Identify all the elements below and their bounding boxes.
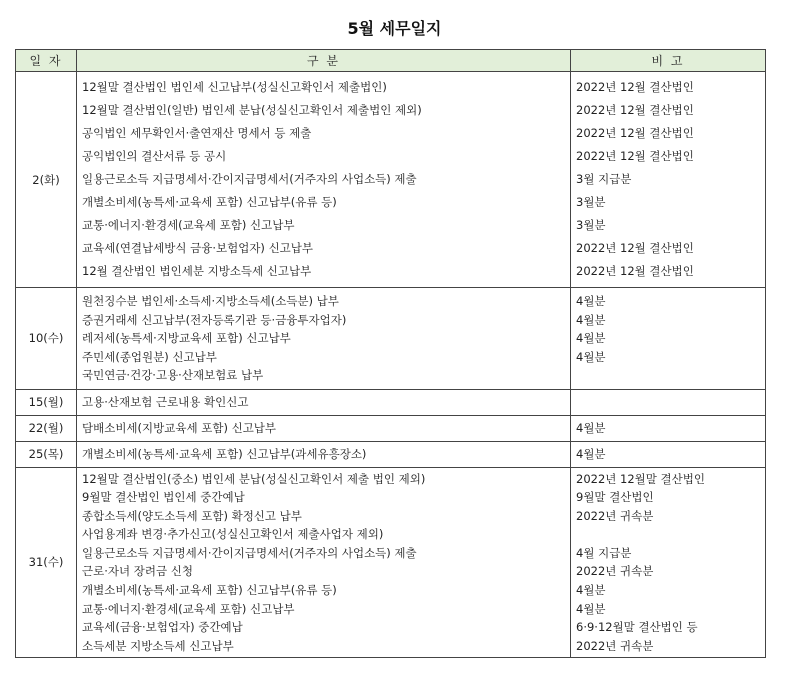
row-date: 10(수) <box>16 288 77 390</box>
note-item: 3월분 <box>576 218 606 232</box>
note-item: 3월 지급분 <box>576 172 632 186</box>
list-item: 개별소비세(농특세·교육세 포함) 신고납부(유류 등) <box>82 583 337 598</box>
list-item: 교육세(금융·보험업자) 중간예납 <box>82 620 243 635</box>
list-item: 교육세(연결납세방식 금융·보험업자) 신고납부 <box>82 241 314 255</box>
list-item: 공익법인 세무확인서·출연재산 명세서 등 제출 <box>82 126 312 140</box>
list-item: 주민세(종업원분) 신고납부 <box>82 349 217 364</box>
table-row <box>16 389 766 415</box>
note-item: 2022년 12월 결산법인 <box>576 149 694 163</box>
note-item: 4월 지급분 <box>576 545 632 560</box>
table-row <box>16 415 766 441</box>
list-item: 소득세분 지방소득세 신고납부 <box>82 638 234 653</box>
note-item: 4월분 <box>576 583 606 598</box>
note-item <box>576 525 765 544</box>
list-item: 9월말 결산법인 법인세 중간예납 <box>82 490 245 505</box>
list-item: 사업용계좌 변경·추가신고(성실신고확인서 제출사업자 제외) <box>82 527 384 542</box>
list-item: 12월말 결산법인(일반) 법인세 분납(성실신고확인서 제출법인 제외) <box>82 103 422 117</box>
list-item: 종합소득세(양도소득세 포함) 확정신고 납부 <box>82 508 302 523</box>
note-item: 2022년 귀속분 <box>576 564 654 579</box>
note-item: 4월분 <box>576 447 606 461</box>
row-date: 2(화) <box>16 72 77 288</box>
list-item: 일용근로소득 지급명세서·간이지급명세서(거주자의 사업소득) 제출 <box>82 172 417 186</box>
list-item: 개별소비세(농특세·교육세 포함) 신고납부(유류 등) <box>82 195 337 209</box>
note-item <box>576 366 765 385</box>
note-item: 4월분 <box>576 294 606 308</box>
list-item: 12월말 결산법인 법인세 신고납부(성실신고확인서 제출법인) <box>82 80 387 94</box>
list-item: 교통·에너지·환경세(교육세 포함) 신고납부 <box>82 601 295 616</box>
note-item: 2022년 귀속분 <box>576 508 654 523</box>
header-row <box>16 50 766 72</box>
list-item: 담배소비세(지방교육세 포함) 신고납부 <box>82 421 277 435</box>
list-item: 12월 결산법인 법인세분 지방소득세 신고납부 <box>82 264 312 278</box>
page-title: 5월 세무일지 <box>347 19 442 38</box>
note-item: 4월분 <box>576 312 606 327</box>
note-item: 4월분 <box>576 601 606 616</box>
list-item: 교통·에너지·환경세(교육세 포함) 신고납부 <box>82 218 295 232</box>
table-row <box>16 72 766 288</box>
list-item: 국민연금·건강·고용·산재보험료 납부 <box>82 368 264 382</box>
header-date: 일 자 <box>16 50 77 72</box>
list-item: 레저세(농특세·지방교육세 포함) 신고납부 <box>82 331 291 345</box>
note-item: 2022년 12월 결산법인 <box>576 264 694 278</box>
row-date: 25(목) <box>16 441 77 467</box>
list-item: 공익법인의 결산서류 등 공시 <box>82 149 227 163</box>
note-item: 4월분 <box>576 421 606 435</box>
note-item: 2022년 귀속분 <box>576 638 654 653</box>
note-item: 6·9·12월말 결산법인 등 <box>576 620 698 635</box>
tax-schedule-table <box>15 49 766 658</box>
row-date: 22(월) <box>16 415 77 441</box>
list-item: 12월말 결산법인(중소) 법인세 분납(성실신고확인서 제출 법인 제외) <box>82 471 426 486</box>
table-row <box>16 441 766 467</box>
list-item: 근로·자녀 장려금 신청 <box>82 564 193 579</box>
list-item: 증권거래세 신고납부(전자등록기관 등·금융투자업자) <box>82 312 347 327</box>
header-note: 비 고 <box>571 50 766 72</box>
note-item: 2022년 12월 결산법인 <box>576 103 694 117</box>
list-item: 고용·산재보험 근로내용 확인신고 <box>82 395 249 409</box>
note-item: 2022년 12월말 결산법인 <box>576 471 705 486</box>
note-item: 2022년 12월 결산법인 <box>576 80 694 94</box>
list-item: 일용근로소득 지급명세서·간이지급명세서(거주자의 사업소득) 제출 <box>82 545 417 560</box>
table-row <box>16 467 766 658</box>
note-item: 3월분 <box>576 195 606 209</box>
list-item: 원천징수분 법인세·소득세·지방소득세(소득분) 납부 <box>82 294 339 308</box>
row-date: 31(수) <box>16 467 77 658</box>
note-item: 4월분 <box>576 331 606 345</box>
note-item: 2022년 12월 결산법인 <box>576 126 694 140</box>
note-item: 2022년 12월 결산법인 <box>576 241 694 255</box>
note-item: 9월말 결산법인 <box>576 490 654 505</box>
row-date: 15(월) <box>16 389 77 415</box>
table-row <box>16 288 766 390</box>
note-item: 4월분 <box>576 349 606 364</box>
list-item: 개별소비세(농특세·교육세 포함) 신고납부(과세유흥장소) <box>82 447 367 461</box>
header-category: 구 분 <box>77 50 571 72</box>
